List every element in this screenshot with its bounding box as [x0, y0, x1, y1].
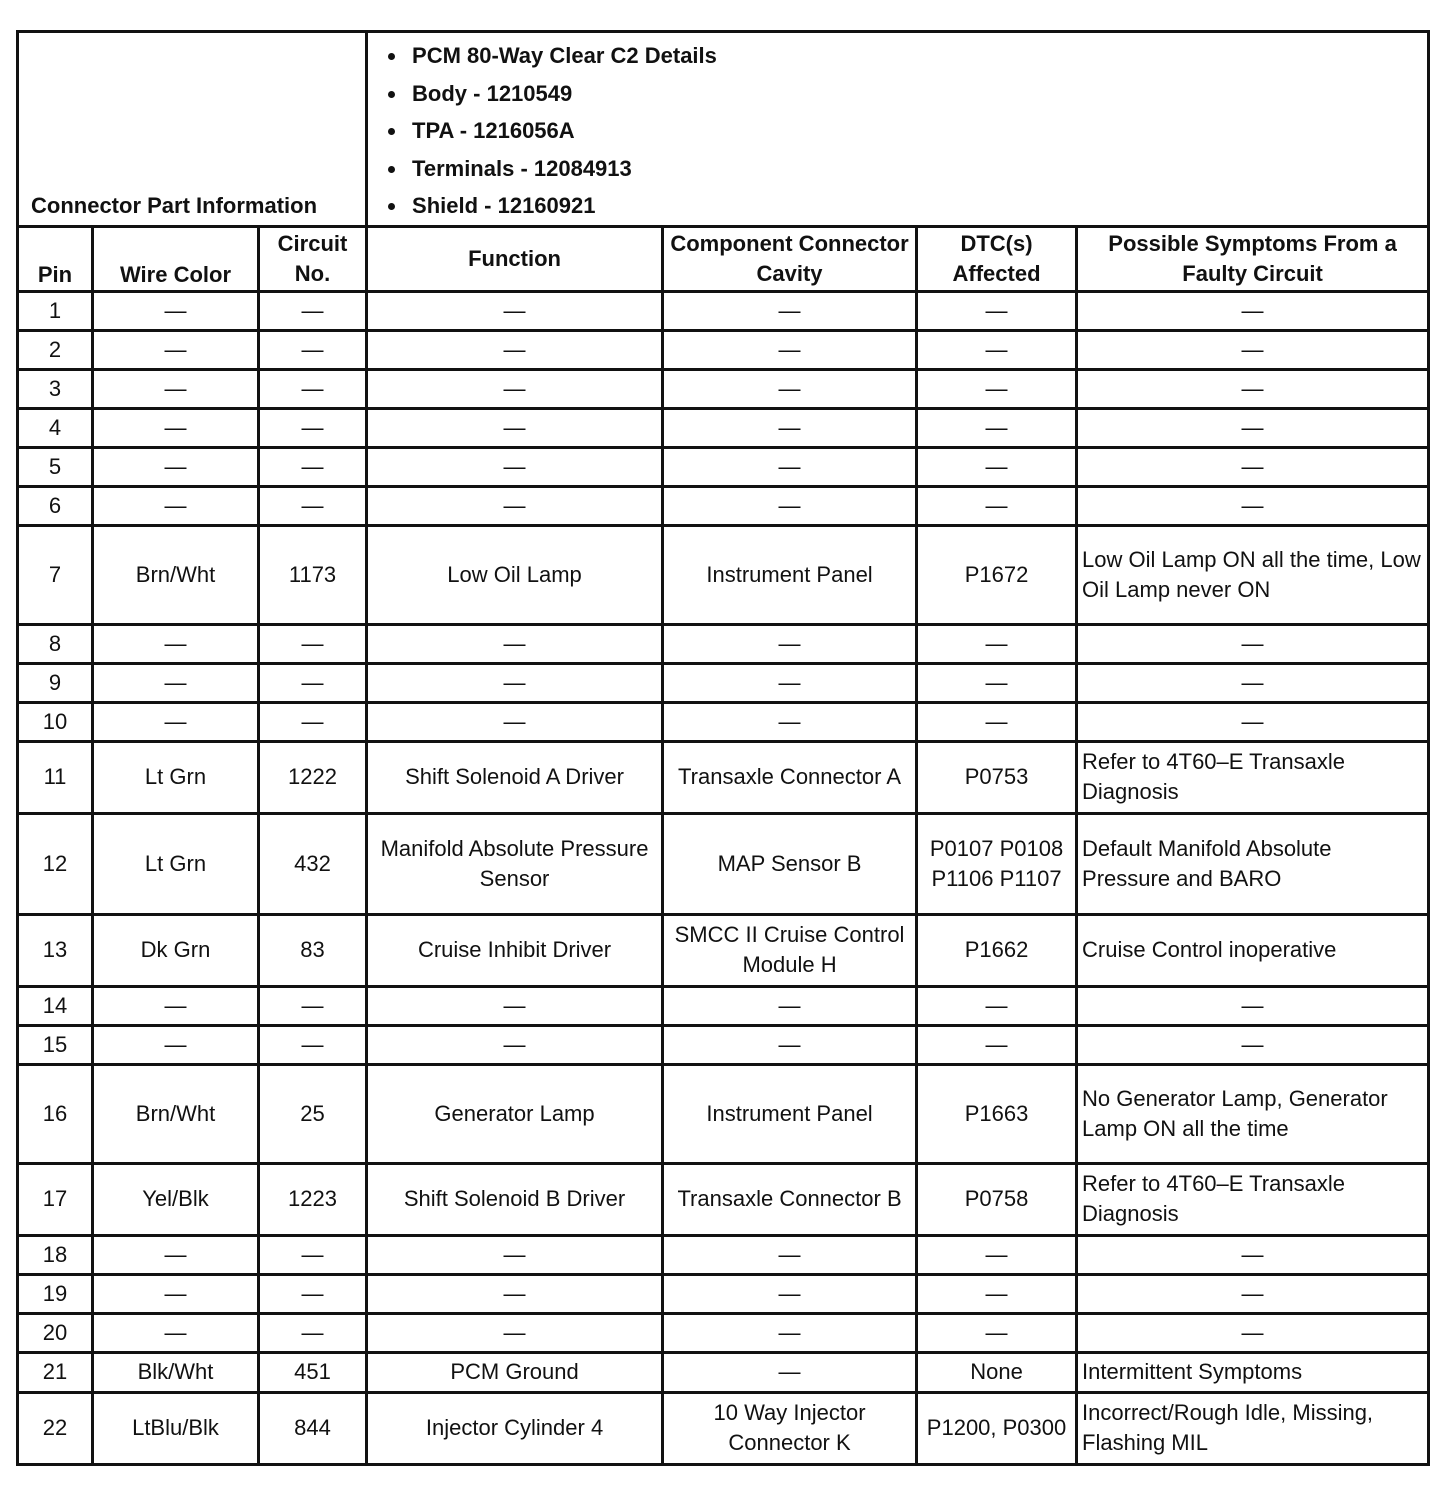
cell-symptoms: Intermittent Symptoms [1077, 1352, 1429, 1392]
cell-dtc: P1663 [917, 1064, 1077, 1163]
cell-dtc: — [917, 663, 1077, 702]
cell-pin: 13 [18, 914, 93, 986]
table-row [18, 1163, 1429, 1235]
table-row [18, 813, 1429, 914]
cell-cavity: — [663, 447, 917, 486]
cell-cavity: — [663, 986, 917, 1025]
cell-symptoms: — [1077, 330, 1429, 369]
cell-symptoms: — [1077, 369, 1429, 408]
cell-function: — [367, 663, 663, 702]
cell-wire-color: — [93, 330, 259, 369]
cell-symptoms: — [1077, 408, 1429, 447]
cell-cavity: Instrument Panel [663, 525, 917, 624]
cell-cavity: — [663, 408, 917, 447]
cell-symptoms: — [1077, 624, 1429, 663]
cell-symptoms: — [1077, 986, 1429, 1025]
cell-symptoms: — [1077, 702, 1429, 741]
connector-table [16, 30, 1430, 1466]
cell-wire-color: — [93, 1274, 259, 1313]
cell-cavity: — [663, 663, 917, 702]
table-row [18, 663, 1429, 702]
cell-function: — [367, 1313, 663, 1352]
cell-dtc: P1662 [917, 914, 1077, 986]
cell-function: — [367, 408, 663, 447]
cell-dtc: P0758 [917, 1163, 1077, 1235]
cell-cavity: — [663, 702, 917, 741]
cell-wire-color: — [93, 447, 259, 486]
cell-dtc: — [917, 702, 1077, 741]
cell-circuit-no: — [259, 1274, 367, 1313]
cell-pin: 20 [18, 1313, 93, 1352]
cell-symptoms: Refer to 4T60–E Transaxle Diagnosis [1077, 1163, 1429, 1235]
table-row [18, 1392, 1429, 1464]
cell-wire-color: — [93, 986, 259, 1025]
cell-cavity: — [663, 1352, 917, 1392]
cell-dtc: — [917, 291, 1077, 330]
cell-wire-color: — [93, 1025, 259, 1064]
table-row [18, 1313, 1429, 1352]
cell-dtc: — [917, 624, 1077, 663]
details-item: • Terminals - 12084913 [408, 150, 1427, 188]
table-row [18, 447, 1429, 486]
cell-cavity: SMCC II Cruise Control Module H [663, 914, 917, 986]
cell-dtc: — [917, 486, 1077, 525]
details-item: • Body - 1210549 [408, 75, 1427, 113]
cell-wire-color: Yel/Blk [93, 1163, 259, 1235]
cell-symptoms: — [1077, 1235, 1429, 1274]
table-row [18, 624, 1429, 663]
cell-cavity: — [663, 1274, 917, 1313]
cell-wire-color: Lt Grn [93, 813, 259, 914]
cell-dtc: — [917, 408, 1077, 447]
cell-dtc: None [917, 1352, 1077, 1392]
cell-pin: 9 [18, 663, 93, 702]
cell-cavity: Instrument Panel [663, 1064, 917, 1163]
cell-wire-color: — [93, 408, 259, 447]
table-row [18, 702, 1429, 741]
cell-pin: 12 [18, 813, 93, 914]
cell-dtc: — [917, 1235, 1077, 1274]
cell-circuit-no: 432 [259, 813, 367, 914]
cell-pin: 10 [18, 702, 93, 741]
cell-symptoms: — [1077, 486, 1429, 525]
table-row [18, 291, 1429, 330]
header-dtc: DTC(s) Affected [917, 226, 1077, 291]
table-row [18, 330, 1429, 369]
cell-function: — [367, 291, 663, 330]
header-symptoms: Possible Symptoms From a Faulty Circuit [1077, 226, 1429, 291]
cell-symptoms: Refer to 4T60–E Transaxle Diagnosis [1077, 741, 1429, 813]
cell-circuit-no: — [259, 702, 367, 741]
cell-circuit-no: 844 [259, 1392, 367, 1464]
cell-dtc: — [917, 1313, 1077, 1352]
cell-function: — [367, 624, 663, 663]
cell-function: Cruise Inhibit Driver [367, 914, 663, 986]
cell-symptoms: No Generator Lamp, Generator Lamp ON all the time [1077, 1064, 1429, 1163]
table-row [18, 1274, 1429, 1313]
cell-symptoms: — [1077, 447, 1429, 486]
cell-cavity: — [663, 624, 917, 663]
cell-circuit-no: — [259, 1313, 367, 1352]
cell-function: Shift Solenoid A Driver [367, 741, 663, 813]
table-row [18, 914, 1429, 986]
header-cavity: Component Connector Cavity [663, 226, 917, 291]
details-item: • Shield - 12160921 [408, 187, 1427, 225]
cell-pin: 11 [18, 741, 93, 813]
cell-cavity: Transaxle Connector A [663, 741, 917, 813]
cell-symptoms: — [1077, 1274, 1429, 1313]
table-row [18, 1025, 1429, 1064]
cell-pin: 16 [18, 1064, 93, 1163]
cell-symptoms: Cruise Control inoperative [1077, 914, 1429, 986]
cell-cavity: — [663, 1235, 917, 1274]
connector-details-list [368, 37, 1427, 225]
cell-dtc: P1200, P0300 [917, 1392, 1077, 1464]
cell-dtc: — [917, 1274, 1077, 1313]
cell-cavity: — [663, 291, 917, 330]
cell-circuit-no: 451 [259, 1352, 367, 1392]
cell-pin: 3 [18, 369, 93, 408]
cell-circuit-no: 83 [259, 914, 367, 986]
table-row [18, 986, 1429, 1025]
cell-pin: 14 [18, 986, 93, 1025]
cell-circuit-no: — [259, 1235, 367, 1274]
cell-circuit-no: 1173 [259, 525, 367, 624]
header-function: Function [367, 226, 663, 291]
cell-function: Generator Lamp [367, 1064, 663, 1163]
cell-function: PCM Ground [367, 1352, 663, 1392]
details-item: • PCM 80-Way Clear C2 Details [408, 37, 1427, 75]
cell-function: — [367, 369, 663, 408]
cell-function: Low Oil Lamp [367, 525, 663, 624]
cell-circuit-no: — [259, 291, 367, 330]
cell-wire-color: — [93, 486, 259, 525]
cell-symptoms: Default Manifold Absolute Pressure and BARO [1077, 813, 1429, 914]
cell-cavity: — [663, 330, 917, 369]
cell-symptoms: — [1077, 291, 1429, 330]
cell-function: — [367, 1274, 663, 1313]
header-circuit-no: Circuit No. [259, 226, 367, 291]
cell-circuit-no: — [259, 624, 367, 663]
cell-symptoms: — [1077, 1313, 1429, 1352]
cell-wire-color: — [93, 663, 259, 702]
cell-wire-color: Lt Grn [93, 741, 259, 813]
table-row [18, 486, 1429, 525]
cell-pin: 6 [18, 486, 93, 525]
cell-function: Injector Cylinder 4 [367, 1392, 663, 1464]
cell-dtc: — [917, 369, 1077, 408]
table-row [18, 741, 1429, 813]
cell-circuit-no: — [259, 408, 367, 447]
cell-function: — [367, 986, 663, 1025]
cell-pin: 4 [18, 408, 93, 447]
cell-dtc: P0753 [917, 741, 1077, 813]
cell-pin: 15 [18, 1025, 93, 1064]
cell-circuit-no: — [259, 330, 367, 369]
cell-circuit-no: 1223 [259, 1163, 367, 1235]
cell-pin: 21 [18, 1352, 93, 1392]
cell-wire-color: — [93, 291, 259, 330]
details-item: • TPA - 1216056A [408, 112, 1427, 150]
cell-cavity: — [663, 1025, 917, 1064]
cell-wire-color: — [93, 624, 259, 663]
cell-function: Manifold Absolute Pressure Sensor [367, 813, 663, 914]
cell-function: Shift Solenoid B Driver [367, 1163, 663, 1235]
cell-symptoms: — [1077, 1025, 1429, 1064]
cell-wire-color: LtBlu/Blk [93, 1392, 259, 1464]
table-row [18, 408, 1429, 447]
cell-dtc: P0107 P0108 P1106 P1107 [917, 813, 1077, 914]
cell-symptoms: Incorrect/Rough Idle, Missing, Flashing MIL [1077, 1392, 1429, 1464]
cell-pin: 22 [18, 1392, 93, 1464]
column-header-row [18, 226, 1429, 291]
cell-pin: 17 [18, 1163, 93, 1235]
cell-circuit-no: 1222 [259, 741, 367, 813]
table-row [18, 1352, 1429, 1392]
cell-dtc: — [917, 986, 1077, 1025]
cell-pin: 2 [18, 330, 93, 369]
table-row [18, 1064, 1429, 1163]
cell-wire-color: — [93, 1235, 259, 1274]
cell-function: — [367, 330, 663, 369]
cell-pin: 1 [18, 291, 93, 330]
cell-circuit-no: — [259, 663, 367, 702]
cell-wire-color: — [93, 1313, 259, 1352]
table-row [18, 1235, 1429, 1274]
cell-circuit-no: 25 [259, 1064, 367, 1163]
cell-pin: 18 [18, 1235, 93, 1274]
connector-info-label: Connector Part Information [18, 32, 367, 227]
cell-dtc: — [917, 447, 1077, 486]
cell-cavity: Transaxle Connector B [663, 1163, 917, 1235]
cell-circuit-no: — [259, 1025, 367, 1064]
cell-circuit-no: — [259, 369, 367, 408]
cell-cavity: — [663, 1313, 917, 1352]
cell-symptoms: — [1077, 663, 1429, 702]
cell-cavity: MAP Sensor B [663, 813, 917, 914]
connector-info-row [18, 32, 1429, 227]
table-row [18, 525, 1429, 624]
cell-dtc: P1672 [917, 525, 1077, 624]
cell-wire-color: — [93, 702, 259, 741]
cell-symptoms: Low Oil Lamp ON all the time, Low Oil Lamp never ON [1077, 525, 1429, 624]
connector-details [367, 32, 1429, 227]
cell-circuit-no: — [259, 486, 367, 525]
cell-pin: 7 [18, 525, 93, 624]
cell-cavity: — [663, 486, 917, 525]
cell-wire-color: Blk/Wht [93, 1352, 259, 1392]
cell-pin: 8 [18, 624, 93, 663]
table-row [18, 369, 1429, 408]
cell-function: — [367, 702, 663, 741]
cell-wire-color: Brn/Wht [93, 525, 259, 624]
cell-cavity: — [663, 369, 917, 408]
cell-pin: 19 [18, 1274, 93, 1313]
cell-cavity: 10 Way Injector Connector K [663, 1392, 917, 1464]
cell-wire-color: Brn/Wht [93, 1064, 259, 1163]
cell-function: — [367, 486, 663, 525]
cell-wire-color: Dk Grn [93, 914, 259, 986]
cell-circuit-no: — [259, 986, 367, 1025]
cell-function: — [367, 447, 663, 486]
header-pin: Pin [18, 226, 93, 291]
cell-function: — [367, 1025, 663, 1064]
cell-circuit-no: — [259, 447, 367, 486]
cell-wire-color: — [93, 369, 259, 408]
cell-pin: 5 [18, 447, 93, 486]
cell-dtc: — [917, 1025, 1077, 1064]
cell-function: — [367, 1235, 663, 1274]
cell-dtc: — [917, 330, 1077, 369]
header-wire-color: Wire Color [93, 226, 259, 291]
